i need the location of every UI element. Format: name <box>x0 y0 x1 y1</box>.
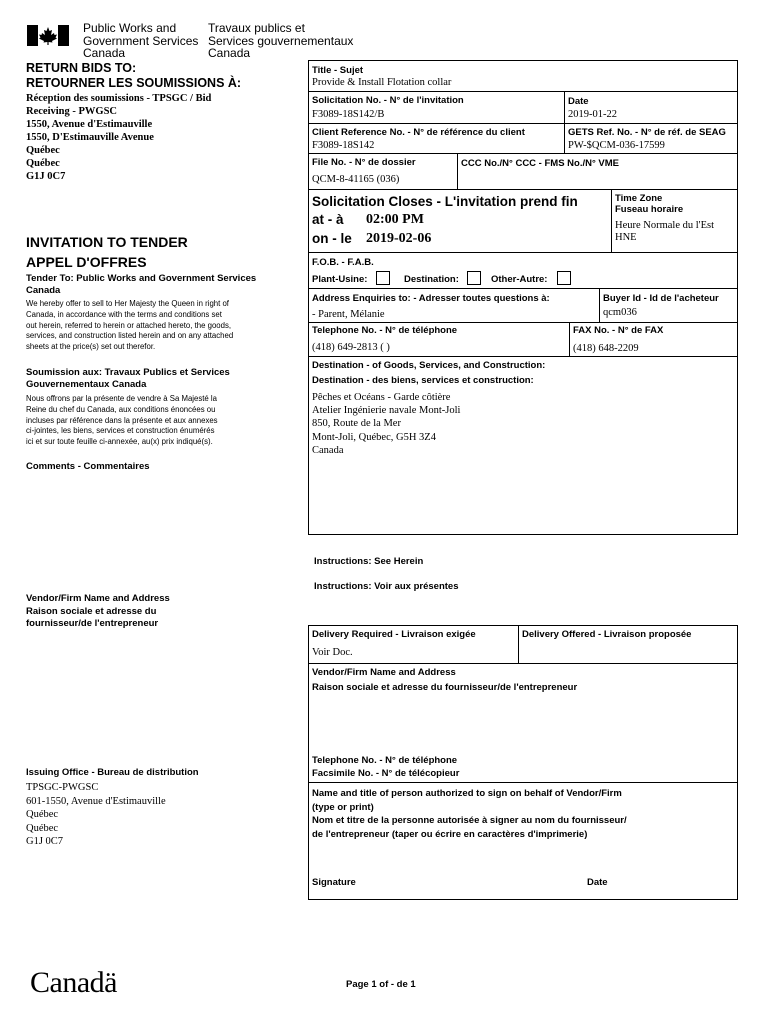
delivery-required-value: Voir Doc. <box>312 647 353 658</box>
telephone-value: (418) 649-2813 ( ) <box>312 342 390 353</box>
destination-checkbox[interactable] <box>467 271 481 285</box>
vendor-name-field[interactable] <box>310 695 736 750</box>
authorized-person-line: de l'entrepreneur (taper ou écrire en caractères d'imprimerie) <box>312 828 588 840</box>
gets-ref-label: GETS Ref. No. - N° de réf. de SEAG <box>568 127 726 138</box>
vendor-facsimile-label: Facsimile No. - N° de télécopieur <box>312 768 460 779</box>
issuing-line: Québec <box>26 809 59 820</box>
fax-value: (418) 648-2209 <box>573 343 639 354</box>
address-enquiries-label: Address Enquiries to: - Adresser toutes questions à: <box>312 293 550 304</box>
destination-line: Mont-Joli, Québec, G5H 3Z4 <box>312 431 436 443</box>
vendor-name-label-en: Vendor/Firm Name and Address <box>312 667 456 678</box>
instructions-en: Instructions: See Herein <box>314 556 424 567</box>
soumission-line: Gouvernementaux Canada <box>26 379 147 390</box>
soumission-label <box>26 367 230 391</box>
destination-line: 850, Route de la Mer <box>312 418 401 430</box>
soumission-line: Soumission aux: Travaux Publics et Services <box>26 367 230 378</box>
client-ref-label: Client Reference No. - N° de référence du client <box>312 127 525 138</box>
date-label: Date <box>568 96 589 107</box>
address-line: Québec <box>26 158 60 169</box>
vendor-left-line: Vendor/Firm Name and Address <box>26 593 170 604</box>
offer-line: out herein, referred to herein or attached hereto, the goods, <box>26 320 232 330</box>
dept-en-line: Public Works and <box>83 21 177 35</box>
title-value: Provide & Install Flotation collar <box>312 77 452 88</box>
offer-line: ici et sur toute feuille ci-annexée, au(x) prix indiqué(s). <box>26 437 213 447</box>
delivery-required-label: Delivery Required - Livraison exigée <box>312 629 476 640</box>
vendor-name-label-fr: Raison sociale et adresse du fournisseur/de l'entrepreneur <box>312 682 578 693</box>
time-zone-label-fr: Fuseau horaire <box>615 204 684 215</box>
issuing-line: Québec <box>26 822 59 834</box>
destination-goods-label-fr: Destination - des biens, services et construction: <box>312 375 534 386</box>
tender-offer-text <box>26 299 233 353</box>
fob-label: F.O.B. - F.A.B. <box>312 257 374 268</box>
canada-flag-icon <box>27 25 69 46</box>
other-autre-label: Other-Autre: <box>491 274 548 285</box>
time-zone-value-line: HNE <box>615 232 637 243</box>
return-bids-address <box>26 92 211 183</box>
time-zone-value-line: Heure Normale du l'Est <box>615 220 714 231</box>
ccc-no-label: CCC No./N° CCC - FMS No./N° VME <box>461 158 620 169</box>
signature-label: Signature <box>312 877 356 888</box>
solicitation-no-label: Solicitation No. - N° de l'invitation <box>312 95 464 106</box>
return-bids-title-fr: RETOURNER LES SOUMISSIONS À: <box>26 76 242 90</box>
tender-to-line: Canada <box>26 285 61 296</box>
issuing-line: TPSGC-PWGSC <box>26 782 99 793</box>
vendor-telephone-label: Telephone No. - N° de téléphone <box>312 755 458 766</box>
invitation-title-en: INVITATION TO TENDER <box>26 234 188 250</box>
return-bids-title-en: RETURN BIDS TO: <box>26 61 137 75</box>
dept-en-line: Government Services <box>83 33 199 48</box>
buyer-id-label: Buyer Id - Id de l'acheteur <box>603 293 719 304</box>
destination-line: Atelier Ingénierie navale Mont-Joli <box>312 405 461 417</box>
return-bids-heading <box>26 61 241 91</box>
invitation-heading <box>26 232 188 272</box>
other-autre-checkbox[interactable] <box>557 271 571 285</box>
address-line: Réception des soumissions - TPSGC / Bid <box>26 93 212 104</box>
client-ref-value: F3089-18S142 <box>312 140 375 151</box>
offer-line: Reine du chef du Canada, aux conditions énoncées ou <box>26 404 216 414</box>
address-line: Québec <box>26 145 60 156</box>
address-line: 1550, Avenue d'Estimauville <box>26 119 153 130</box>
page-number: Page 1 of - de 1 <box>346 979 416 990</box>
date-value: 2019-01-22 <box>568 109 617 120</box>
file-no-label: File No. - N° de dossier <box>312 157 416 168</box>
offer-line: Nous offrons par la présente de vendre à Sa Majesté la <box>26 394 217 403</box>
address-enquiries-value: - Parent, Mélanie <box>312 309 385 320</box>
offer-line: We hereby offer to sell to Her Majesty the Queen in right of <box>26 299 229 308</box>
authorized-person-line: (type or print) <box>312 801 374 813</box>
delivery-offered-label: Delivery Offered - Livraison proposée <box>522 629 692 640</box>
fax-label: FAX No. - N° de FAX <box>573 325 664 336</box>
telephone-label: Telephone No. - N° de téléphone <box>312 325 458 336</box>
closing-time-value: 02:00 PM <box>366 212 424 227</box>
authorized-person-field[interactable] <box>310 845 736 873</box>
plant-usine-label: Plant-Usine: <box>312 274 368 285</box>
solicitation-no-value: F3089-18S142/B <box>312 109 385 120</box>
destination-label: Destination: <box>404 274 459 285</box>
offer-line: sheets at the price(s) set out therefor. <box>26 342 156 352</box>
destination-address <box>312 391 460 457</box>
authorized-person-line: Nom et titre de la personne autorisée à signer au nom du fournisseur/ <box>312 815 627 826</box>
offer-line: incluses par référence dans la présente et aux annexes <box>26 415 218 425</box>
vendor-firm-left-label <box>26 593 170 631</box>
offer-line: services, and construction listed herein and on any attached <box>26 331 234 341</box>
time-zone-label <box>615 193 683 215</box>
at-label: at - à <box>312 212 344 227</box>
file-no-value: QCM-8-41165 (036) <box>312 174 400 185</box>
offer-line: Canada, in accordance with the terms and conditions set <box>26 309 222 319</box>
issuing-office-address <box>26 781 166 849</box>
dept-en-line: Canada <box>83 46 126 60</box>
offer-line: ci-jointes, les biens, services et construction énumérés <box>26 426 215 436</box>
vendor-left-line: Raison sociale et adresse du <box>26 605 157 617</box>
gets-ref-value: PW-$QCM-036-17599 <box>568 140 665 151</box>
destination-line: Canada <box>312 444 344 456</box>
address-line: G1J 0C7 <box>26 171 66 182</box>
signature-date-label: Date <box>587 877 608 888</box>
on-label: on - le <box>312 231 352 246</box>
comments-label: Comments - Commentaires <box>26 461 150 472</box>
closing-date-value: 2019-02-06 <box>366 231 432 246</box>
canada-wordmark-logo: Canadä <box>30 966 117 999</box>
dept-fr-line: Canada <box>208 46 251 60</box>
plant-usine-checkbox[interactable] <box>376 271 390 285</box>
destination-line: Pêches et Océans - Garde côtière <box>312 392 451 403</box>
dept-fr-line: Services gouvernementaux <box>208 33 354 48</box>
tender-to-label <box>26 273 256 297</box>
soumission-offer-text <box>26 394 218 448</box>
time-zone-value <box>615 220 714 244</box>
solicitation-closes-label: Solicitation Closes - L'invitation prend fin <box>312 194 578 209</box>
title-label: Title - Sujet <box>312 65 364 76</box>
issuing-line: G1J 0C7 <box>26 836 64 847</box>
issuing-office-label: Issuing Office - Bureau de distribution <box>26 767 199 778</box>
issuing-line: 601-1550, Avenue d'Estimauville <box>26 795 166 807</box>
instructions-fr: Instructions: Voir aux présentes <box>314 581 459 592</box>
buyer-id-value: qcm036 <box>603 307 637 318</box>
department-name-fr <box>208 22 353 60</box>
address-line: 1550, D'Estimauville Avenue <box>26 132 154 143</box>
department-name-en <box>83 22 198 60</box>
time-zone-label-en: Time Zone <box>615 193 663 204</box>
destination-goods-label-en: Destination - of Goods, Services, and Construction: <box>312 360 546 371</box>
address-line: Receiving - PWGSC <box>26 106 117 117</box>
authorized-person-line: Name and title of person authorized to sign on behalf of Vendor/Firm <box>312 788 622 799</box>
tender-to-line: Tender To: Public Works and Government Services <box>26 273 257 284</box>
vendor-left-line: fournisseur/de l'entrepreneur <box>26 618 159 629</box>
dept-fr-line: Travaux publics et <box>208 21 305 35</box>
authorized-person-label <box>312 787 627 841</box>
delivery-offered-field[interactable] <box>519 640 737 662</box>
invitation-title-fr: APPEL D'OFFRES <box>26 254 147 270</box>
